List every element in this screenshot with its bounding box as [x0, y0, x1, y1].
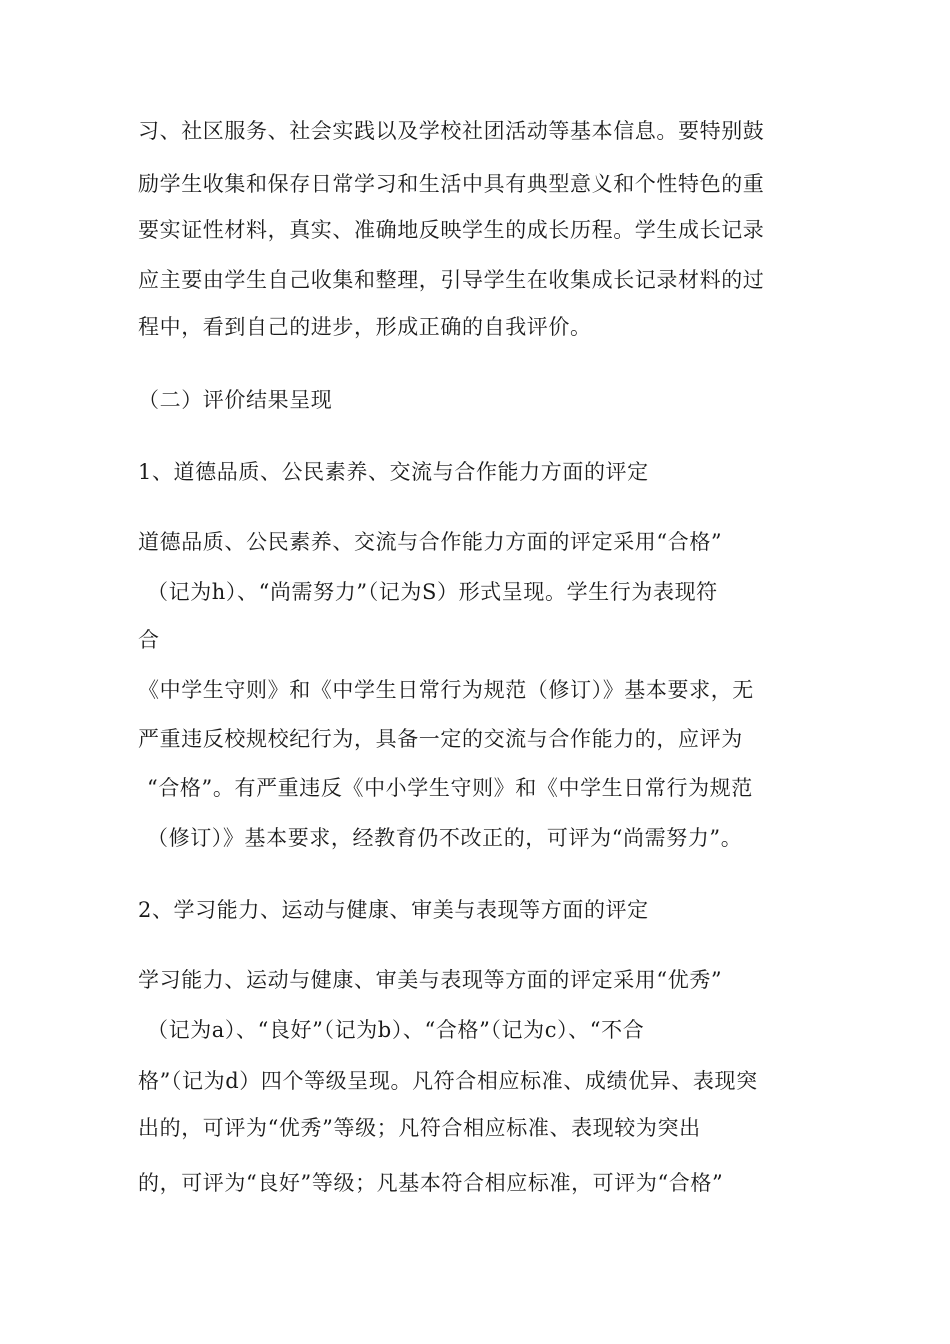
- text-line: 道德品质、公民素养、交流与合作能力方面的评定采用“合格”: [138, 530, 723, 554]
- subheading-2: 2、学习能力、运动与健康、审美与表现等方面的评定: [138, 898, 649, 922]
- text-line: 程中，看到自己的进步，形成正确的自我评价。: [138, 315, 592, 339]
- text-line: （记为h）、“尚需努力”（记为S）形式呈现。学生行为表现符: [147, 580, 718, 604]
- text-line: 合: [138, 628, 160, 652]
- text-line: 习、社区服务、社会实践以及学校社团活动等基本信息。要特别鼓: [138, 119, 765, 143]
- text-line: 要实证性材料，真实、准确地反映学生的成长历程。学生成长记录: [138, 218, 765, 242]
- text-line: （记为a）、“良好”（记为b）、“合格”（记为c）、“不合: [147, 1018, 645, 1042]
- text-line: “合格”。有严重违反《中小学生守则》和《中学生日常行为规范: [147, 776, 753, 800]
- text-line: 的，可评为“良好”等级；凡基本符合相应标准，可评为“合格”: [138, 1171, 724, 1195]
- text-line: 《中学生守则》和《中学生日常行为规范（修订）》基本要求，无: [138, 678, 754, 702]
- text-line: 出的，可评为“优秀”等级；凡符合相应标准、表现较为突出: [138, 1116, 701, 1140]
- text-line: 励学生收集和保存日常学习和生活中具有典型意义和个性特色的重: [138, 172, 765, 196]
- text-line: 应主要由学生自己收集和整理，引导学生在收集成长记录材料的过: [138, 268, 765, 292]
- text-line: （修订）》基本要求，经教育仍不改正的，可评为“尚需努力”。: [147, 826, 743, 850]
- text-line: 学习能力、运动与健康、审美与表现等方面的评定采用“优秀”: [138, 968, 723, 992]
- text-line: 格”（记为d）四个等级呈现。凡符合相应标准、成绩优异、表现突: [138, 1069, 758, 1093]
- section-heading: （二）评价结果呈现: [138, 388, 333, 412]
- subheading-1: 1、道德品质、公民素养、交流与合作能力方面的评定: [138, 460, 649, 484]
- text-line: 严重违反校规校纪行为，具备一定的交流与合作能力的，应评为: [138, 727, 743, 751]
